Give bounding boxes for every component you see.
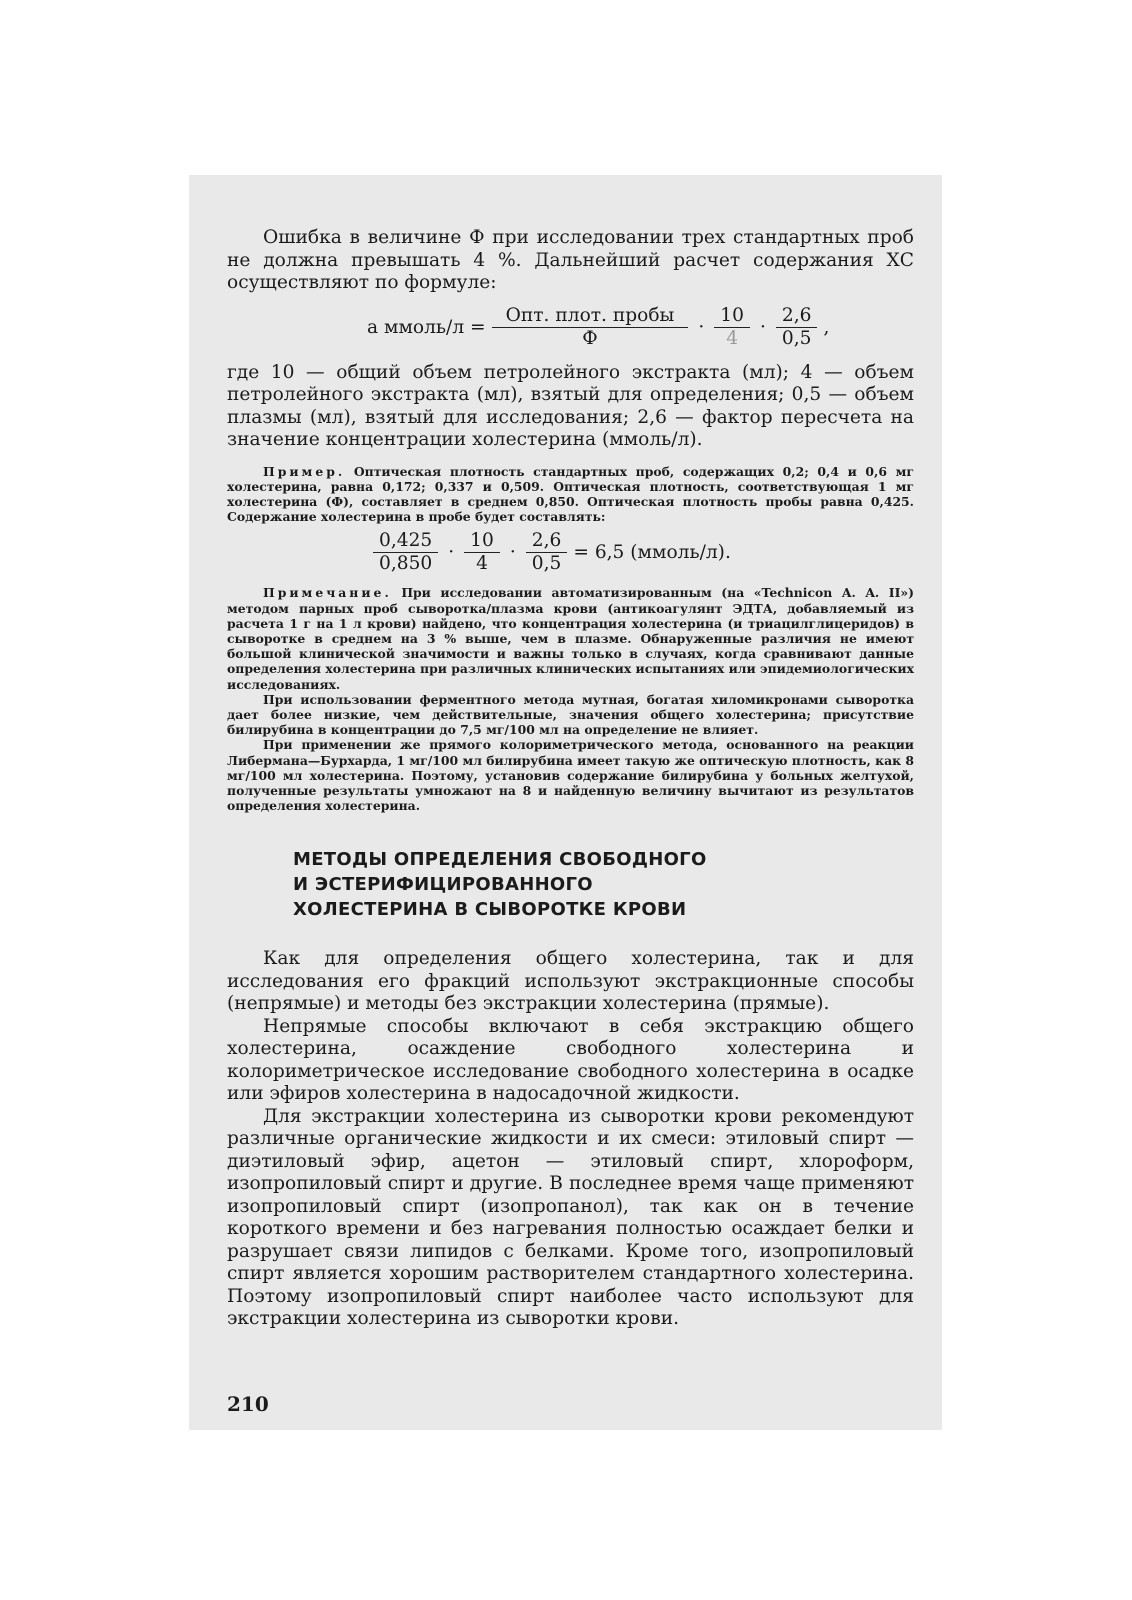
book-page	[189, 175, 942, 1430]
paragraph-formula-legend: где 10 — общий объем петролейного экстракта (мл); 4 — объем петролейного экстракта (мл), взятый для определения; 0,5 — объем плазмы (мл), взятый для исследования; 2,6 — фактор пересчета на значение концентрации холестерина (ммоль/л).	[227, 361, 914, 450]
fraction-factor	[526, 530, 568, 575]
note-label: Примечание.	[263, 585, 392, 601]
multiply-sign: ·	[448, 542, 455, 564]
fraction-numerator: 10	[464, 530, 500, 553]
formula-calculation	[367, 305, 914, 350]
fraction-denominator: 4	[726, 327, 739, 349]
fraction-density-ratio	[373, 530, 438, 575]
fraction-numerator: 2,6	[776, 305, 818, 328]
paragraph-methods: Как для определения общего холестерина, так и для исследования его фракций используют экстракционные способы (непрямые) и методы без экстракции холестерина (прямые).	[227, 948, 914, 1015]
fraction-numerator: 0,425	[373, 530, 438, 553]
fraction-denominator: Ф	[582, 327, 598, 349]
multiply-sign: ·	[759, 316, 766, 338]
paragraph-indirect: Непрямые способы включают в себя экстракцию общего холестерина, осаждение свободного холестерина и колориметрическое исследование свободного холестерина в осадке или эфиров холестерина в надосадочной жидкости.	[227, 1015, 914, 1105]
fraction-density-over-f	[492, 305, 689, 350]
fraction-numerator: Опт. плот. пробы	[492, 305, 689, 328]
fraction-factor	[776, 305, 818, 350]
section-heading	[293, 847, 914, 922]
paragraph-extraction: Для экстракции холестерина из сыворотки крови рекомендуют различные органические жидкости и их смеси: этиловый спирт — диэтиловый эфир, ацетон — этиловый спирт, хлороформ, изопропиловый спирт и другие. В последнее время чаще применяют изопропиловый спирт (изопропанол), так как он в течение короткого времени и без нагревания полностью осаждает белки и разрушает связи липидов с белками. Кроме того, изопропиловый спирт является хорошим растворителем стандартного холестерина. Поэтому изопропиловый спирт наиболее часто используют для экстракции холестерина из сыворотки крови.	[227, 1105, 914, 1330]
multiply-sign: ·	[698, 316, 705, 338]
fraction-volume	[464, 530, 500, 575]
note-paragraph-enzymatic: При использовании ферментного метода мутная, богатая хиломикронами сыворотка дает более низкие, чем действительные, значения общего холестерина; присутствие билирубина в концентрации до 7,5 мг/100 мл на определение не влияет.	[227, 691, 914, 738]
fraction-numerator: 10	[714, 305, 750, 328]
fraction-denominator: 0,850	[379, 553, 433, 575]
formula-end-comma: ,	[823, 316, 830, 338]
example-label: Пример.	[263, 463, 346, 479]
formula-result: = 6,5 (ммоль/л).	[573, 542, 731, 564]
fraction-numerator: 2,6	[526, 530, 568, 553]
paragraph-intro: Ошибка в величине Ф при исследовании трех стандартных проб не должна превышать 4 %. Дальнейший расчет содержания ХС осуществляют по формуле:	[227, 227, 914, 293]
fraction-denominator: 0,5	[781, 327, 812, 349]
note-paragraph	[227, 585, 914, 691]
fraction-volume	[714, 305, 750, 350]
fraction-denominator: 4	[476, 553, 488, 575]
formula-lhs: a ммоль/л =	[367, 316, 486, 338]
multiply-sign: ·	[509, 542, 516, 564]
page-number: 210	[227, 1392, 269, 1416]
example-paragraph	[227, 464, 914, 525]
example-text: Оптическая плотность стандартных проб, содержащих 0,2; 0,4 и 0,6 мг холестерина, равна 0,172; 0,337 и 0,509. Оптическая плотность, соответствующая 1 мг холестерина (Ф), составляет в среднем 0,850. Оптическая плотность пробы равна 0,425. Содержание холестерина в пробе будет составлять:	[227, 463, 914, 525]
note-text: При исследовании автоматизированным (на «Technicon A. A. II») методом парных проб сыворотка/плазма крови (антикоагулянт ЭДТА, добавляемый из расчета 1 г на 1 л крови) найдено, что концентрация холестерина (и триацилглицеридов) в сыворотке в среднем на 3 % выше, чем в плазме. Обнаруженные различия не имеют большой клинической значимости и важны только в случаях, когда сравнивают данные определения холестерина при различных клинических испытаниях или эпидемиологических исследованиях.	[227, 585, 914, 692]
formula-example	[367, 530, 914, 575]
note-paragraph-colorimetric: При применении же прямого колориметрического метода, основанного на реакции Либермана—Бурхарда, 1 мг/100 мл билирубина имеет такую же оптическую плотность, как 8 мг/100 мл холестерина. Поэтому, установив содержание билирубина у больных желтухой, полученные результаты умножают на 8 и найденную величину вычитают из результатов определения холестерина.	[227, 737, 914, 814]
heading-line: МЕТОДЫ ОПРЕДЕЛЕНИЯ СВОБОДНОГО	[293, 849, 707, 871]
heading-line: И ЭСТЕРИФИЦИРОВАННОГО	[293, 874, 593, 896]
fraction-denominator: 0,5	[531, 553, 562, 575]
heading-line: ХОЛЕСТЕРИНА В СЫВОРОТКЕ КРОВИ	[293, 899, 687, 921]
